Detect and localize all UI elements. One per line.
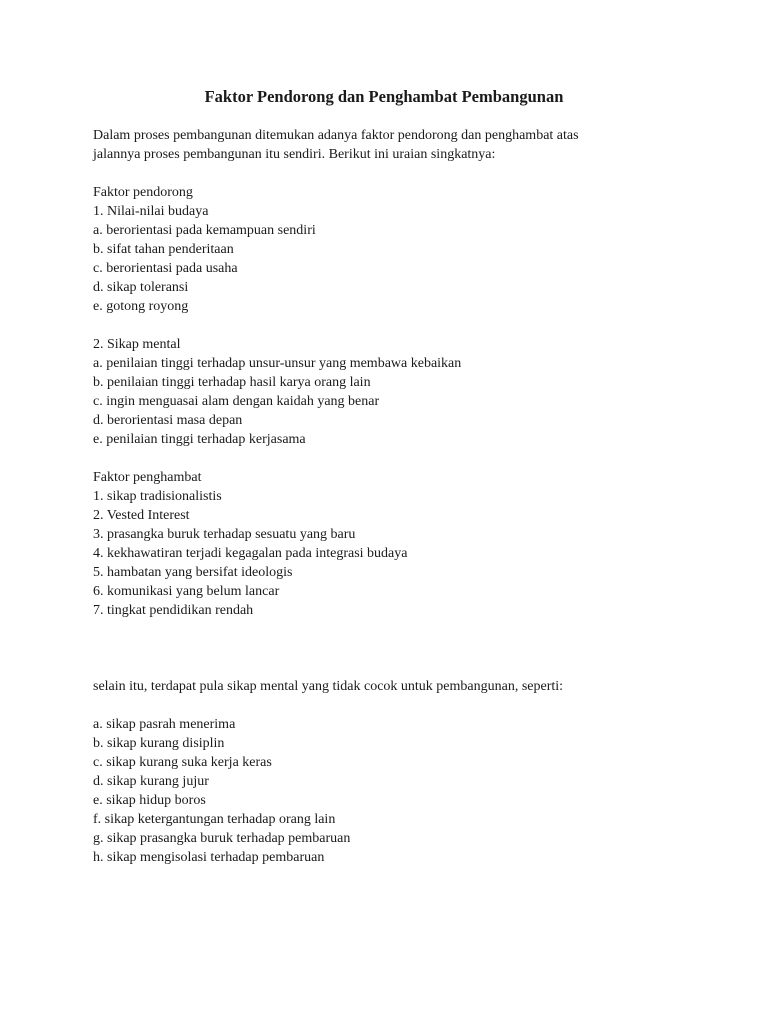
list-item: f. sikap ketergantungan terhadap orang lain <box>93 812 336 827</box>
list-item: d. sikap toleransi <box>93 280 189 295</box>
list-item: 1. sikap tradisionalistis <box>93 489 222 504</box>
list-item: d. berorientasi masa depan <box>93 413 243 428</box>
intro-line: jalannya proses pembangunan itu sendiri. Berikut ini uraian singkatnya: <box>93 147 496 162</box>
list-item: e. penilaian tinggi terhadap kerjasama <box>93 432 306 447</box>
list-item: 2. Vested Interest <box>93 508 190 523</box>
list-item: c. ingin menguasai alam dengan kaidah yang benar <box>93 394 380 409</box>
list-item: d. sikap kurang jujur <box>93 774 209 789</box>
list-item: 3. prasangka buruk terhadap sesuatu yang baru <box>93 527 356 542</box>
list-item: e. sikap hidup boros <box>93 793 206 808</box>
page-title: Faktor Pendorong dan Penghambat Pembangunan <box>204 87 564 106</box>
list-item: a. berorientasi pada kemampuan sendiri <box>93 223 316 238</box>
document-body <box>93 126 693 867</box>
section-heading-pendorong: Faktor pendorong <box>93 185 193 200</box>
section-heading-penghambat: Faktor penghambat <box>93 470 202 485</box>
subsection-heading: 2. Sikap mental <box>93 337 181 352</box>
list-item: 7. tingkat pendidikan rendah <box>93 603 254 618</box>
list-item: c. sikap kurang suka kerja keras <box>93 755 272 770</box>
list-item: e. gotong royong <box>93 299 189 314</box>
list-item: b. sikap kurang disiplin <box>93 736 225 751</box>
selain-intro: selain itu, terdapat pula sikap mental yang tidak cocok untuk pembangunan, seperti: <box>93 679 564 694</box>
list-item: a. penilaian tinggi terhadap unsur-unsur yang membawa kebaikan <box>93 356 462 371</box>
list-item: 4. kekhawatiran terjadi kegagalan pada integrasi budaya <box>93 546 408 561</box>
intro-line: Dalam proses pembangunan ditemukan adanya faktor pendorong dan penghambat atas <box>93 128 579 143</box>
list-item: 6. komunikasi yang belum lancar <box>93 584 280 599</box>
list-item: b. sifat tahan penderitaan <box>93 242 234 257</box>
list-item: b. penilaian tinggi terhadap hasil karya orang lain <box>93 375 371 390</box>
list-item: 5. hambatan yang bersifat ideologis <box>93 565 293 580</box>
list-item: g. sikap prasangka buruk terhadap pembaruan <box>93 831 351 846</box>
list-item: c. berorientasi pada usaha <box>93 261 238 276</box>
list-item: a. sikap pasrah menerima <box>93 717 236 732</box>
subsection-heading: 1. Nilai-nilai budaya <box>93 204 209 219</box>
list-item: h. sikap mengisolasi terhadap pembaruan <box>93 850 325 865</box>
